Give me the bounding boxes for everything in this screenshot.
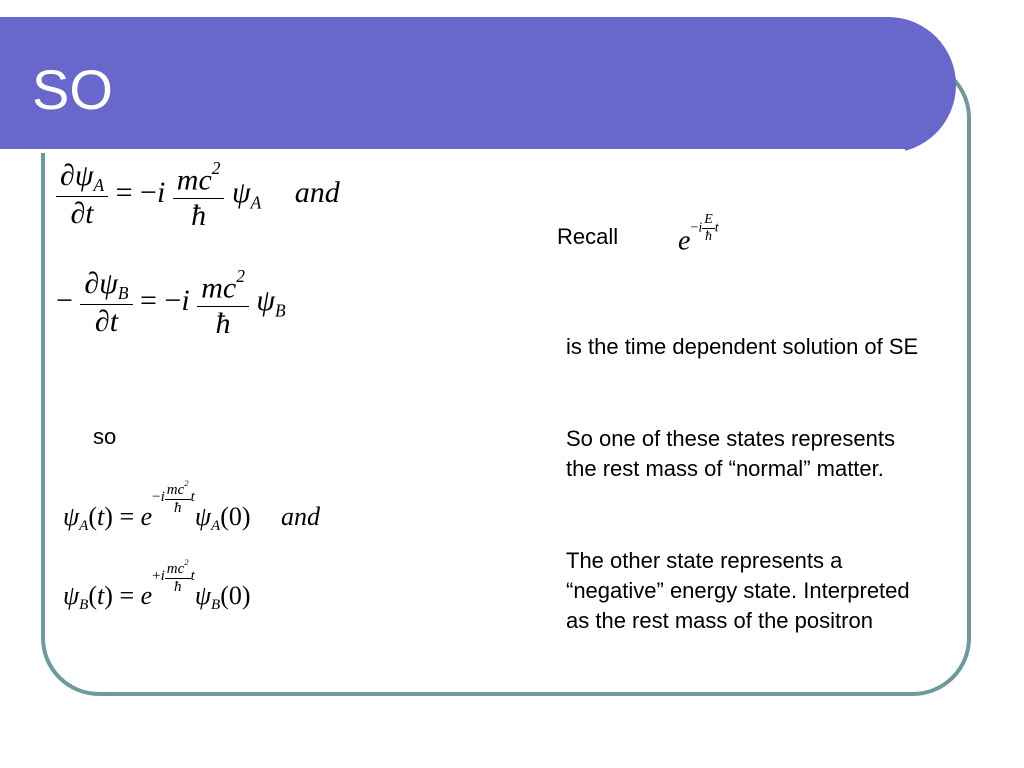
paragraph-normal-matter: So one of these states represents the rest mass of “normal” matter. (566, 426, 895, 481)
so-label: so (93, 424, 117, 449)
paragraph-negative-energy: The other state represents a “negative” energy state. Interpreted as the rest mass of the positron (566, 548, 910, 633)
and-word-2: and (281, 501, 321, 531)
recall-label: Recall (557, 224, 619, 249)
title-underline (0, 149, 905, 153)
equation-1: $\frac{\partial\psi_A}{\partial t}$ = −i $\frac{mc^2}{ħ}$ $\psi_A$ and (56, 158, 340, 233)
equation-4: $\psi_B(t) = e+i$ $\frac{mc^2}{ħ}$ $t\psi_B(0)$ (63, 557, 251, 614)
title-bar (0, 17, 956, 153)
equation-2: − $\frac{\partial\psi_B}{\partial t}$ = −i $\frac{mc^2}{ħ}$ $\psi_B$ (56, 266, 286, 340)
recall-equation: e−i $\frac{E}{ħ}$ t (678, 212, 719, 257)
paragraph-time-dependent: is the time dependent solution of SE (566, 334, 919, 359)
slide-title: SO (32, 58, 113, 121)
and-word-1: and (294, 176, 340, 210)
equation-3: $\psi_A(t) = e-i$ $\frac{mc^2}{ħ}$ $t\psi_A(0)$ and (63, 478, 321, 535)
